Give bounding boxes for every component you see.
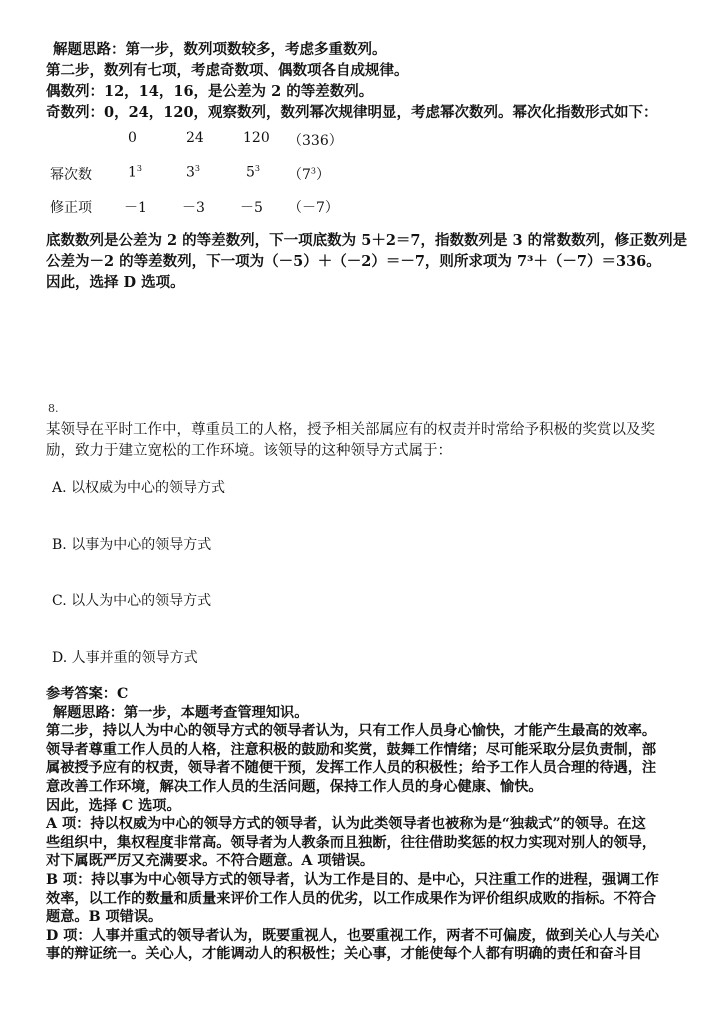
prev-solution-line-1: 解题思路：第一步，数列项数较多，考虑多重数列。 [53, 41, 387, 58]
explanation-line: B 项：持以事为中心领导方式的领导者，认为工作是目的、是中心，只注重工作的进程，强调工作 [46, 871, 659, 888]
explanation-line: 解题思路：第一步，本题考查管理知识。 [53, 704, 309, 721]
correction-value: （－7） [288, 200, 339, 216]
power-value: $1^3$ [128, 164, 143, 181]
prev-solution-line-7: 因此，选择 D 选项。 [46, 274, 185, 291]
question-number: 8. [48, 402, 59, 415]
table-top-value: 0 [128, 130, 137, 146]
explanation-line: A 项：持以权威为中心的领导方式的领导者，认为此类领导者也被称为是“独裁式”的领导。在这 [46, 816, 646, 833]
power-value: $5^3$ [246, 164, 261, 181]
explanation-line: 领导者尊重工作人员的人格，注意积极的鼓励和奖赏，鼓舞工作情绪；尽可能采取分层负责制，部 [46, 741, 657, 758]
correction-value: －5 [240, 200, 263, 216]
prev-solution-line-2: 第二步，数列有七项，考虑奇数项、偶数项各自成规律。 [46, 62, 409, 79]
option-c[interactable]: C. 以人为中心的领导方式 [52, 593, 212, 609]
power-value: $3^3$ [186, 164, 201, 181]
question-stem [46, 420, 686, 462]
correction-row-label: 修正项 [50, 200, 92, 216]
explanation-line: 对下属既严厉又充满要求。不符合题意。A 项错误。 [46, 853, 375, 870]
exponent-table [46, 124, 366, 224]
prev-solution-line-6: 公差为－2 的等差数列，下一项为（－5）＋（－2）＝－7，则所求项为 7³＋（－7）＝336。 [46, 253, 661, 270]
explanation-line: 题意。B 项错误。 [46, 909, 163, 926]
correction-value: －1 [124, 200, 147, 216]
question-stem-line: 励，致力于建立宽松的工作环境。该领导的这种领导方式属于： [46, 443, 452, 459]
explanation-line: 些组织中，集权程度非常高。领导者为人教条而且独断，往往借助奖惩的权力实现对别人的领导， [46, 834, 657, 851]
prev-solution-line-3: 偶数列：12，14，16，是公差为 2 的等差数列。 [46, 83, 374, 100]
prev-solution-line-4: 奇数列：0，24，120，观察数列，数列幂次规律明显，考虑幂次数列。幂次化指数形式如下： [46, 104, 658, 121]
option-d[interactable]: D. 人事并重的领导方式 [52, 650, 198, 666]
explanation-line: 意改善工作环境，解决工作人员的生活问题，保持工作人员的身心健康、愉快。 [46, 778, 543, 795]
explanation-line: 第二步，持以人为中心的领导方式的领导者认为，只有工作人员身心愉快，才能产生最高的效率。 [46, 723, 657, 740]
prev-solution-line-5: 底数数列是公差为 2 的等差数列，下一项底数为 5＋2＝7，指数数列是 3 的常数数列，修正数列是 [46, 232, 688, 249]
explanation-line: 属被授予应有的权责，领导者不随便干预，发挥工作人员的积极性；给予工作人员合理的待遇，注 [46, 760, 657, 777]
table-top-value: （336） [288, 133, 343, 149]
option-a[interactable]: A. 以权威为中心的领导方式 [52, 480, 226, 496]
power-value: $(7^3)$ [288, 166, 331, 183]
answer-explanation [46, 685, 686, 964]
explanation-line: 事的辩证统一。关心人，才能调动人的积极性；关心事，才能使每个人都有明确的责任和奋斗目 [46, 946, 642, 963]
table-top-value: 24 [186, 130, 204, 146]
option-b[interactable]: B. 以事为中心的领导方式 [52, 537, 212, 553]
table-top-value: 120 [243, 130, 270, 146]
explanation-line: D 项：人事并重式的领导者认为，既要重视人，也要重视工作，两者不可偏废，做到关心人与关心 [46, 927, 660, 944]
question-stem-line: 某领导在平时工作中，尊重员工的人格，授予相关部属应有的权责并时常给予积极的奖赏以及奖 [46, 422, 655, 438]
explanation-line: 效率，以工作的数量和质量来评价工作人员的优劣，以工作成果作为评价组织成败的指标。不符合 [46, 890, 657, 907]
explanation-line: 因此，选择 C 选项。 [46, 797, 181, 814]
power-row-label: 幂次数 [50, 167, 92, 183]
correction-value: －3 [182, 200, 205, 216]
reference-answer: 参考答案：C [46, 686, 129, 702]
